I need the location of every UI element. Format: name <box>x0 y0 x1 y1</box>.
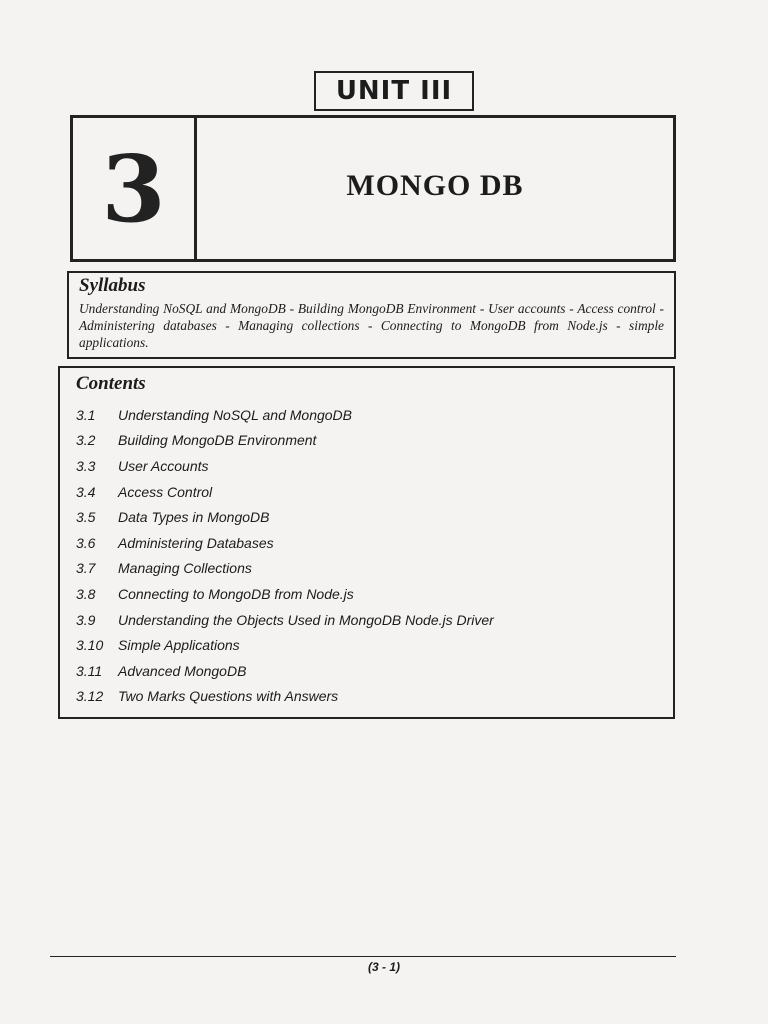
contents-item-title: Understanding NoSQL and MongoDB <box>118 406 353 423</box>
contents-item-title: Advanced MongoDB <box>118 662 247 679</box>
contents-item <box>76 556 659 582</box>
contents-item-title: Two Marks Questions with Answers <box>118 688 339 705</box>
chapter-number: 3 <box>73 118 197 259</box>
syllabus-text: Understanding NoSQL and MongoDB - Building MongoDB Environment - User accounts - Access control - Administering databases - Managing collections - Connecting to MongoDB from Node.js - simple applications. <box>79 301 664 350</box>
unit-label: UNIT III <box>314 71 474 111</box>
contents-item-number: 3.5 <box>76 509 96 526</box>
contents-heading: Contents <box>76 373 146 394</box>
contents-item-title: Managing Collections <box>118 560 252 577</box>
contents-item-number: 3.9 <box>76 611 96 628</box>
contents-item-number: 3.3 <box>76 457 96 474</box>
syllabus-section <box>67 271 676 359</box>
contents-item <box>76 504 659 530</box>
contents-item <box>76 479 659 505</box>
contents-item-title: Data Types in MongoDB <box>118 509 270 526</box>
contents-item <box>76 530 659 556</box>
contents-item-title: Building MongoDB Environment <box>118 432 317 449</box>
contents-item <box>76 632 659 658</box>
contents-item-title: Understanding the Objects Used in MongoDB Node.js Driver <box>118 611 494 628</box>
contents-item <box>76 428 659 454</box>
contents-item <box>76 581 659 607</box>
syllabus-heading: Syllabus <box>79 275 146 296</box>
contents-item-number: 3.6 <box>76 534 96 551</box>
contents-item-number: 3.1 <box>76 406 96 423</box>
contents-item-number: 3.7 <box>76 560 96 577</box>
contents-item <box>76 453 659 479</box>
contents-item-number: 3.10 <box>76 637 104 654</box>
contents-item-title: Connecting to MongoDB from Node.js <box>118 585 354 602</box>
contents-item <box>76 658 659 684</box>
chapter-header <box>70 115 676 262</box>
contents-section <box>58 366 675 719</box>
chapter-title: MONGO DB <box>346 168 524 202</box>
page-number: (3 - 1) <box>367 960 400 974</box>
contents-list <box>76 402 659 709</box>
contents-item-number: 3.8 <box>76 585 96 602</box>
contents-item <box>76 402 659 428</box>
contents-item-number: 3.4 <box>76 483 96 500</box>
contents-item-number: 3.2 <box>76 432 96 449</box>
contents-item <box>76 684 659 710</box>
footer-divider <box>50 956 676 957</box>
contents-item-title: Access Control <box>118 483 213 500</box>
contents-item <box>76 607 659 633</box>
contents-item-number: 3.12 <box>76 688 104 705</box>
contents-item-title: User Accounts <box>118 457 209 474</box>
contents-item-title: Simple Applications <box>118 637 240 654</box>
contents-item-number: 3.11 <box>76 662 103 679</box>
contents-item-title: Administering Databases <box>118 534 274 551</box>
